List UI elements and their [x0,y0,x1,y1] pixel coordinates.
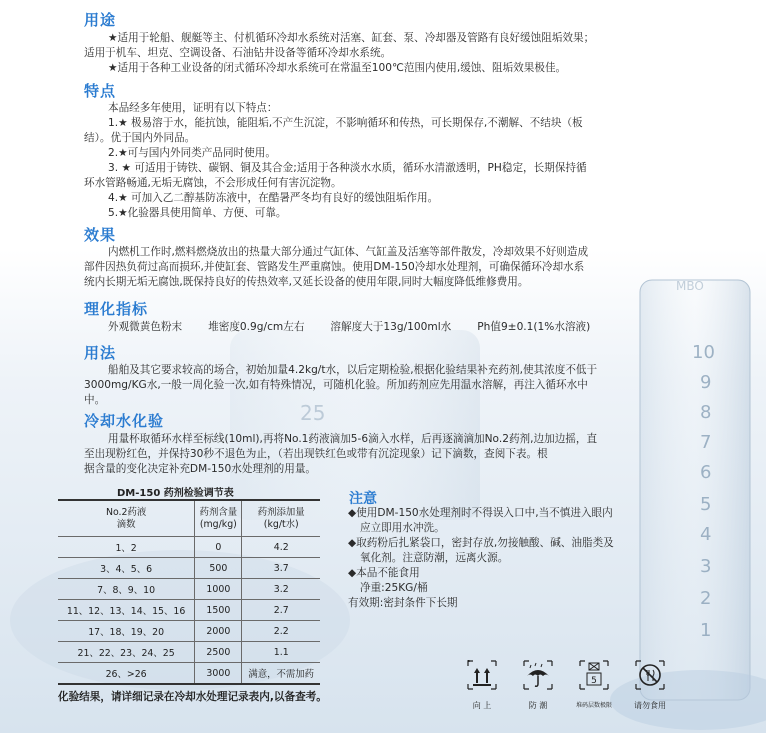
cell-drops: 17、18、19、20 [58,621,195,642]
features-line-8: 5.★化验器具使用简单、方便、可靠。 [108,207,287,219]
scale-7: 7 [700,432,712,453]
cell-drops: 1、2 [58,537,195,558]
features-line-4: 2.★可与国内外同类产品同时使用。 [108,147,276,159]
test-line-2: 至出现粉红色，并保持30秒不退色为止，（若出现铁红色或带有沉淀现象）记下滴数，查阅下表。根 [84,448,548,460]
uses-title: 用途 [84,11,117,29]
table-row [58,600,320,621]
stacking-limit-label: 堆码层数极限 [575,702,612,709]
dosage-table [58,499,320,685]
spec-appearance: 外观微黄色粉末 [108,321,183,333]
stacking-limit-number: 5 [591,676,597,686]
specs-row [84,320,668,335]
uses-line-3: ★适用于各种工业设备的闭式循环冷却水系统可在常温至100℃范围内使用,缓蚀、阻垢效果极佳。 [108,62,567,74]
beaker-25-mark: 25 [300,401,326,425]
features-title: 特点 [84,82,117,100]
stacking-limit-block [568,660,620,709]
test-line-1: 用量杯取循环水样至标线(10ml),再将No.1药液滴加5-6滴入水样，后再逐滴滴加No.2药剂,边加边摇，直 [108,433,598,445]
scale-10: 10 [692,342,715,363]
usage-line-1: 船舶及其它要求较高的场合，初始加量4.2kg/t水，以后定期检验,根据化验结果补充药剂,使其浓度不低于 [108,364,598,376]
table-header-row [58,500,320,537]
features-line-2: 1.★ 极易溶于水，能抗蚀，能阻垢,不产生沉淀，不影响循环和传热，可长期保存,不潮解、不结块（板 [108,117,583,129]
scale-1: 1 [700,620,712,641]
effect-line-3: 统内长期无垢无腐蚀,既保持良好的传热效率,又延长设备的使用年限,同时大幅度降低维修费用。 [84,276,529,288]
test-body [84,432,652,477]
cell-content: 500 [195,558,242,579]
effect-title: 效果 [84,226,117,244]
stacking-limit-icon [579,660,609,690]
col-dosage-header: 药剂添加量 (kg/t水) [242,500,320,537]
this-way-up-label: 向 上 [472,701,492,710]
this-way-up-block [456,660,508,711]
cell-drops: 26、>26 [58,663,195,685]
note-line: ◆取药粉后扎紧袋口，密封存放,勿接触酸、碱、油脂类及 [348,537,614,549]
not-edible-icon [635,660,665,690]
specs-title: 理化指标 [84,300,149,318]
scale-5: 5 [700,494,712,515]
table-row [58,663,320,685]
table-row [58,642,320,663]
spec-solubility: 溶解度大于13g/100ml水 [330,321,452,333]
note-line: 应立即用水冲洗。 [360,522,445,534]
effect-body [84,245,652,290]
table-row [58,621,320,642]
usage-body [84,363,652,408]
features-line-1: 本品经多年使用，证明有以下特点： [108,102,278,114]
not-edible-label: 请勿食用 [634,701,666,710]
note-line: 氧化剂。注意防潮，远离火源。 [360,552,509,564]
this-way-up-icon [467,660,497,690]
features-body [84,101,652,221]
features-line-3: 结）。优于国内外同品。 [84,132,196,144]
uses-line-1: ★适用于轮船、舰艇等主、付机循环冷却水系统对活塞、缸套、泵、冷却器及管路有良好缓蚀阻垢效果； [108,32,595,44]
cell-dosage: 3.2 [242,579,320,600]
record-note: 化验结果，请详细记录在冷却水处理记录表内,以备查考。 [58,691,327,703]
usage-line-2: 3000mg/KG水,一般一周化验一次,如有特殊情况，可随机化验。所加药剂应先用温水溶解，再注入循环水中 [84,379,588,391]
effect-line-2: 部件因热负荷过高而损环,并使缸套、管路发生严重腐蚀。使用DM-150冷却水处理剂，可确保循环冷却水系 [84,261,585,273]
scale-3: 3 [700,556,712,577]
cell-content: 2500 [195,642,242,663]
cell-dosage: 2.7 [242,600,320,621]
usage-title: 用法 [84,344,117,362]
table-row [58,558,320,579]
notes-body [348,506,668,611]
cell-content: 1000 [195,579,242,600]
packaging-icons [456,660,676,722]
test-title: 冷却水化验 [84,412,165,430]
keep-dry-icon [523,660,553,690]
scale-6: 6 [700,462,712,483]
features-line-7: 4.★ 可加入乙二醇基防冻液中，在酷暑严冬均有良好的缓蚀阻垢作用。 [108,192,439,204]
cell-dosage: 满意，不需加药 [242,663,320,685]
not-edible-block [624,660,676,711]
cell-dosage: 3.7 [242,558,320,579]
cell-content: 0 [195,537,242,558]
beaker-brand-mark: MBO [676,279,704,293]
cell-dosage: 4.2 [242,537,320,558]
table-row [58,537,320,558]
table-title: DM-150 药剂检验调节表 [117,488,234,499]
note-line: ◆本品不能食用 [348,567,420,579]
cell-drops: 7、8、9、10 [58,579,195,600]
features-line-6: 环水管路畅通,无垢无腐蚀，不会形成任何有害沉淀物。 [84,177,342,189]
col-drops-header: No.2药液 滴数 [58,500,195,537]
scale-4: 4 [700,524,712,545]
cell-drops: 21、22、23、24、25 [58,642,195,663]
cell-dosage: 1.1 [242,642,320,663]
uses-body [84,31,652,76]
cell-drops: 3、4、5、6 [58,558,195,579]
features-line-5: 3. ★ 可适用于铸铁、碳钢、铜及其合金;适用于各种淡水水质，循环水清澈透明，PH稳定，长期保持循 [108,162,587,174]
note-line: 有效期:密封条件下长期 [348,597,458,609]
effect-line-1: 内燃机工作时,燃料燃烧放出的热量大部分通过气缸体、气缸盖及活塞等部件散发，冷却效果不好则造成 [108,246,589,258]
cell-content: 3000 [195,663,242,685]
spec-ph: Ph值9±0.1(1%水溶液) [477,321,591,333]
col-content-header: 药剂含量 (mg/kg) [195,500,242,537]
test-line-3: 据含量的变化决定补充DM-150水处理剂的用量。 [84,463,317,475]
spec-density: 堆密度0.9g/cm左右 [208,321,305,333]
keep-dry-block [512,660,564,711]
notes-title: 注意 [349,491,377,507]
scale-8: 8 [700,402,712,423]
scale-2: 2 [700,588,712,609]
cell-content: 1500 [195,600,242,621]
uses-line-2: 适用于机车、坦克、空调设备、石油钻井设备等循环冷却水系统。 [84,47,392,59]
cell-content: 2000 [195,621,242,642]
cell-dosage: 2.2 [242,621,320,642]
keep-dry-label: 防 潮 [528,701,548,710]
note-line: 净重:25KG/桶 [360,582,428,594]
usage-line-3: 中。 [84,394,106,406]
cell-drops: 11、12、13、14、15、16 [58,600,195,621]
scale-9: 9 [700,372,712,393]
note-line: ◆使用DM-150水处理剂时不得误入口中,当不慎进入眼内 [348,507,613,519]
table-row [58,579,320,600]
